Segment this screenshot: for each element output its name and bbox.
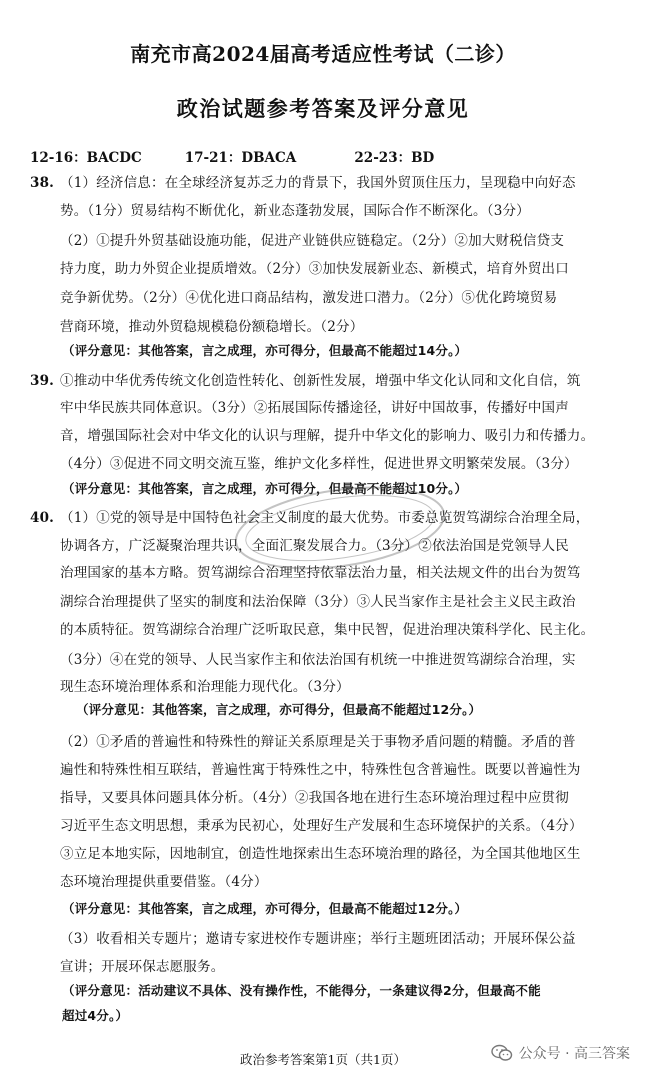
question-number: 40. <box>30 510 55 526</box>
scoring-note: 超过4分。） <box>62 1008 129 1023</box>
answer-text-line: （4分）③促进不同文明交流互鉴，维护文化多样性，促进世界文明繁荣发展。（3分） <box>60 456 578 472</box>
answer-text-line: 态环境治理提供重要借鉴。（4分） <box>60 874 268 890</box>
watermark-stamp-icon <box>225 478 455 578</box>
answer-text-line: 持力度，助力外贸企业提质增效。（2分）③加快发展新业态、新模式，培育外贸出口 <box>60 261 569 277</box>
answer-text: （1）经济信息：在全球经济复苏乏力的背景下，我国外贸顶住压力，呈现稳中向好态 <box>60 175 576 191</box>
answer-text-line: 习近平生态文明思想，秉承为民初心，处理好生产发展和生态环境保护的关系。（4分） <box>60 818 583 834</box>
answer-text-line: 治理国家的基本方略。贺笃湖综合治理坚持依靠法治力量，相关法规文件的出台为贺笃 <box>60 565 581 581</box>
answer-text-line: 遍性和特殊性相互联结，普遍性寓于特殊性之中，特殊性包含普遍性。既要以普遍性为 <box>60 762 581 778</box>
question-number: 39. <box>30 373 55 389</box>
answer-text-line: 现生态环境治理体系和治理能力现代化。（3分） <box>60 679 350 695</box>
answer-text-line: 湖综合治理提供了坚实的制度和法治保障（3分）③人民当家作主是社会主义民主政治 <box>60 594 576 610</box>
answer-text-line: ③立足本地实际，因地制宜，创造性地探索出生态环境治理的路径，为全国其他地区生 <box>60 846 581 862</box>
answer-text: （1）①党的领导是中国特色社会主义制度的最大优势。市委总览贺笃湖综合治理全局， <box>60 510 590 526</box>
answer-text-line: （3）收看相关专题片；邀请专家进校作专题讲座；举行主题班团活动；开展环保公益 <box>60 931 576 947</box>
answer-group: 17-21：DBACA <box>184 150 297 166</box>
question-line <box>30 369 581 389</box>
answer-text: ①推动中华优秀传统文化创造性转化、创新性发展，增强中华文化认同和文化自信，筑 <box>60 373 581 389</box>
page-subtitle: 政治试题参考答案及评分意见 <box>176 96 470 121</box>
answer-text-line: 势。（1分）贸易结构不断优化，新业态蓬勃发展，国际合作不断深化。（3分） <box>60 203 530 219</box>
answer-text-line: 的本质特征。贺笃湖综合治理广泛听取民意，集中民智，促进治理决策科学化、民主化。 <box>60 622 595 638</box>
page-footer: 政治参考答案第1页（共1页） <box>240 1052 406 1067</box>
answer-text-line: （2）①矛盾的普遍性和特殊性的辩证关系原理是关于事物矛盾问题的精髓。矛盾的普 <box>60 734 576 750</box>
scoring-note: （评分意见：其他答案，言之成理，亦可得分，但最高不能超过12分。） <box>76 702 482 717</box>
scoring-note: （评分意见：其他答案，言之成理，亦可得分，但最高不能超过14分。） <box>62 343 468 358</box>
answer-text-line: 营商环境，推动外贸稳规模稳份额稳增长。（2分） <box>60 319 364 335</box>
choice-answers <box>30 146 434 166</box>
answer-group: 12-16：BACDC <box>30 150 142 166</box>
wechat-icon <box>491 1044 513 1062</box>
answer-text-line: 音，增强国际社会对中华文化的认识与理解，提升中华文化的影响力、吸引力和传播力。 <box>60 428 595 444</box>
answer-text-line: （2）①提升外贸基础设施功能，促进产业链供应链稳定。（2分）②加大财税信贷支 <box>60 233 565 249</box>
scoring-note: （评分意见：其他答案，言之成理，亦可得分，但最高不能超过12分。） <box>62 901 468 916</box>
page-title: 南充市高2024届高考适应性考试（二诊） <box>130 42 516 66</box>
watermark-label: 公众号 · 高三答案 <box>518 1046 630 1062</box>
answer-text-line: 竞争新优势。（2分）④优化进口商品结构，激发进口潜力。（2分）⑤优化跨境贸易 <box>60 290 558 306</box>
question-line <box>30 171 576 191</box>
answer-text-line: 协调各方，广泛凝聚治理共识，全面汇聚发展合力。（3分）②依法治国是党领导人民 <box>60 538 569 554</box>
answer-text-line: 宣讲；开展环保志愿服务。 <box>60 959 225 975</box>
answer-group: 22-23：BD <box>354 150 435 166</box>
question-number: 38. <box>30 175 55 191</box>
watermark <box>491 1043 630 1063</box>
answer-text-line: （3分）④在党的领导、人民当家作主和依法治国有机统一中推进贺笃湖综合治理，实 <box>60 652 576 668</box>
scoring-note: （评分意见：其他答案，言之成理，亦可得分，但最高不能超过10分。） <box>62 481 468 496</box>
answer-text-line: 指导，又要具体问题具体分析。（4分）②我国各地在进行生态环境治理过程中应贯彻 <box>60 790 569 806</box>
answer-text-line: 牢中华民族共同体意识。（3分）②拓展国际传播途径，讲好中国故事，传播好中国声 <box>60 400 569 416</box>
scoring-note: （评分意见：活动建议不具体、没有操作性，不能得分，一条建议得2分，但最高不能 <box>62 983 541 998</box>
